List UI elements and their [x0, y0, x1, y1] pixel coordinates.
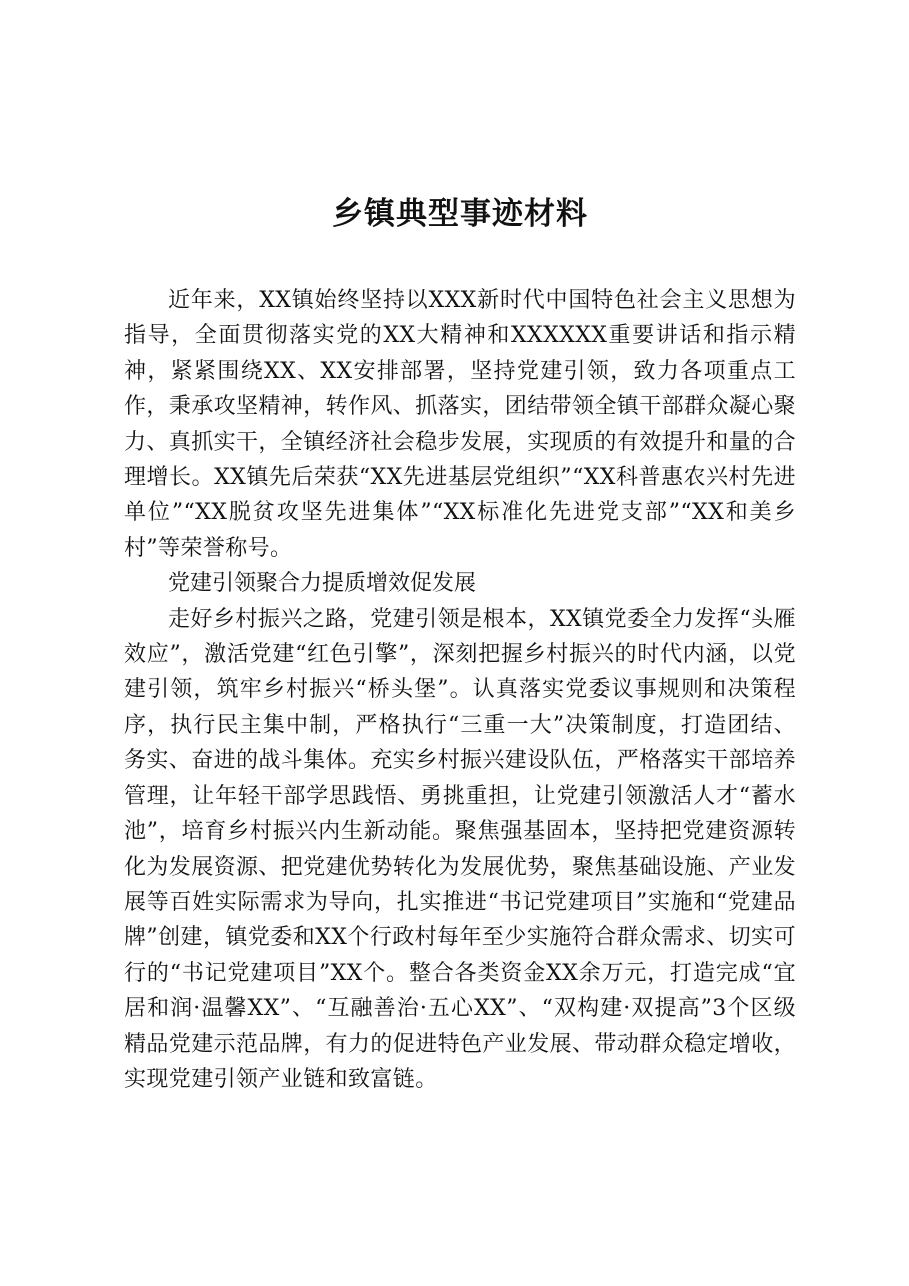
section-paragraph: 走好乡村振兴之路，党建引领是根本，XX镇党委全力发挥“头雁效应”，激活党建“红色引擎”，深刻把握乡村振兴的时代内涵，以党建引领，筑牢乡村振兴“桥头堡”。认真落实党委议事规则和决策程序，执行民主集中制，严格执行“三重一大”决策制度，打造团结、务实、奋进的战斗集体。充实乡村振兴建设队伍，严格落实干部培养管理，让年轻干部学思践悟、勇挑重担，让党建引领激活人才“蓄水池”，培育乡村振兴内生新动能。聚焦强基固本，坚持把党建资源转化为发展资源、把党建优势转化为发展优势，聚焦基础设施、产业发展等百姓实际需求为导向，扎实推进“书记党建项目”实施和“党建品牌”创建，镇党委和XX个行政村每年至少实施符合群众需求、切实可行的“书记党建项目”XX个。整合各类资金XX余万元，打造完成“宜居和润·温馨XX”、“互融善治·五心XX”、“双构建·双提高”3个区级精品党建示范品牌，有力的促进特色产业发展、带动群众稳定增收，实现党建引领产业链和致富链。 [124, 606, 797, 1092]
intro-paragraph: 近年来，XX镇始终坚持以XXX新时代中国特色社会主义思想为指导，全面贯彻落实党的XX大精神和XXXXXX重要讲话和指示精神，紧紧围绕XX、XX安排部署，坚持党建引领，致力各项重点工作，秉承攻坚精神，转作风、抓落实，团结带领全镇干部群众凝心聚力、真抓实干，全镇经济社会稳步发展，实现质的有效提升和量的合理增长。XX镇先后荣获“XX先进基层党组织”“XX科普惠农兴村先进单位”“XX脱贫攻坚先进集体”“XX标准化先进党支部”“XX和美乡村”等荣誉称号。 [124, 288, 797, 561]
section-heading: 党建引领聚合力提质增效促发展 [168, 571, 477, 597]
document-title: 乡镇典型事迹材料 [332, 196, 588, 232]
document-body [124, 283, 796, 1097]
